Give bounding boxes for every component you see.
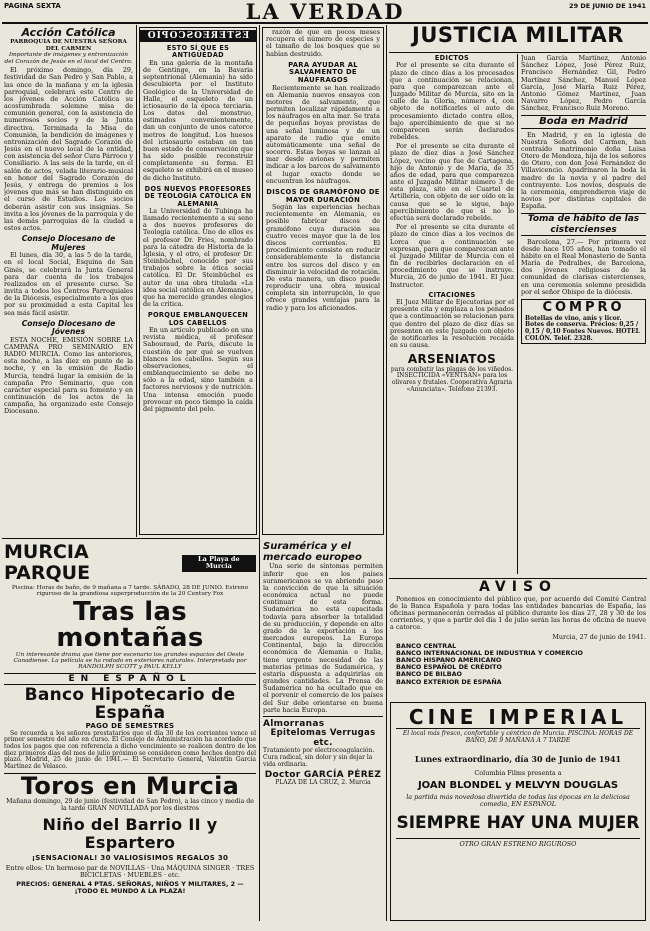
aviso-signature: Murcia, 27 de junio de 1941.	[552, 632, 646, 641]
bank-item: BANCO ESPAÑOL DE CRÉDITO	[396, 663, 502, 672]
bank-item: BANCO HISPANO AMERICANO	[396, 656, 502, 665]
cine-title: CINE IMPERIAL	[396, 706, 640, 729]
profesores-body: La Universidad de Tubinga ha llamado recientemente a su seno a dos nuevos profesores de Teología católica. Uno de ellos es el profesor Dr. Fries, nombrado para la cátedra de Historia de la Iglesia, y el otro, el profesor Dr. Steinbüchel, conocido por sus trabajos sobre la ética social católica. El Dr. Steinbüchel es autor de una obra titulada «La idea social católica en Alemania», que ha merecido grandes elogios de la crítica.	[143, 206, 253, 309]
piscina-info: Piscina: Horas de baño, de 9 mañana a 7 tarde. SÁBADO, 28 DE JUNIO. Estreno riguroso de la grandiosa superproducción de la 20 Century Fox	[11, 584, 249, 598]
compro-ad	[521, 299, 646, 344]
estereoscopio-banner: ESTEREOSCOPIO	[140, 30, 256, 42]
accion-body: El próximo domingo, día 29, festividad de San Pedro y San Pablo, a las once de la mañana y en la iglesia parroquial, celebrará este Centro de los jóvenes de Acción Católica su acostumbrada solemne misa de comunión general, con la asistencia de numerosos socios y de la Junta directiva. Terminada la Misa de Comunión, la bendición de imágenes y entronización del Sagrado Corazón de Jesús en el nuevo local de la entidad, con asistencia del señor Cura Párroco y Consiliario. A las seis de la tarde, en el salón de actos, velada literario-musical en honor del Sagrado Corazón de Jesús, y entrega de premios a los jóvenes que más se han distinguido en el curso de Estudios. Los socios deberán asistir con sus insignias. Se invita a los jóvenes de la parroquia y de las demás parroquias de la ciudad a estos actos.	[4, 66, 133, 233]
suramerica-body: Una serie de síntomas permiten inferir que en los países suramericanos se va abriendo paso la convicción de que la situación económica actual no puede continuar de esta forma. Sudamérica no está capacitada todavía para absorber la totalidad de su producción, y depende en alto grado de la exportación a los mercados europeos. La Europa Continental, bajo la dirección económica de Alemania e Italia, tiene urgente necesidad de las materias primas de Sudamérica, y estaría dispuesta a adquirirlas en grandes cantidades. La Prensa de Sudamérica no ha ocultado que en el porvenir el comercio de los países del Sur debe orientarse en buena parte hacia Europa.	[263, 562, 383, 714]
murcia-parque-header	[4, 542, 256, 585]
toros-precios: PRECIOS: GENERAL 4 PTAS. SEÑORAS, NIÑOS Y MILITARES, 2 — ¡TODO EL MUNDO A LA PLAZA!	[16, 879, 244, 896]
bank-item: BANCO EXTERIOR DE ESPAÑA	[396, 677, 502, 686]
bank-item: BANCO INTERNACIONAL DE INDUSTRIA Y COMERCIO	[396, 648, 583, 657]
cabellos-body: En un artículo publicado en una revista médica, el profesor Sabouraud, de París, discute la cuestión de por qué se vuelven blancos los cabellos. Según sus observaciones, el emblanquecimiento se debe no sólo a la edad, sino también a factores nerviosos y de nutrición. Una intensa emoción puede provocar en poco tiempo la caída del pigmento del pelo.	[143, 326, 253, 413]
page-label: PAGINA SEXTA	[4, 3, 61, 10]
names-list: Juan García Martínez, Antonio Sánchez López, José Pérez Ruiz, Francisco Hernández Gil, Pedro Martínez Sánchez, Manuel López García, José María Ruiz Pérez, Antonio Gómez Martínez, Juan Navarro López, Pedro García Sánchez, Francisco Ruiz Moreno.	[521, 55, 646, 113]
column-divider	[136, 25, 137, 537]
almorranas-subtitle: Epitelomas Verrugas etc.	[270, 728, 376, 748]
arseniatos-body: para combatir las plagas de los viñedos. INSECTICIDA «VENTSAN» para los olivares y frutales. Cooperativa Agraria «Anunciata». Teléfono 21393.	[390, 365, 514, 393]
parish-heading: PARROQUIA DE NUESTRA SEÑORA DEL CARMEN	[10, 39, 127, 52]
accion-catolica-title: Acción Católica	[21, 27, 116, 39]
boda-title: Boda en Madrid	[539, 116, 628, 128]
aviso-body: Ponemos en conocimiento del público que, por acuerdo del Comité Central de la Banca Española y para todas las entidades bancarias de España, las oficinas permanecerán cerradas al público durante los días 27, 28 y 30 de los corrientes, y que a partir del día 1 de julio serán las horas de oficina de nueve a catorce.	[390, 594, 646, 632]
bank-item: BANCO CENTRAL	[396, 641, 457, 650]
column-1	[4, 27, 133, 535]
toros-regalos: Entre ellos: Un hermoso par de NOVILLAS · Una MÁQUINA SINGER · TRES BICICLETAS · MUEBLES · etc.	[5, 863, 255, 879]
section-rule	[2, 538, 259, 539]
suramerica-title: Suramérica y el mercado europeo	[263, 541, 362, 564]
arseniatos-title: ARSENIATOS	[407, 352, 497, 367]
bottom-ads	[4, 542, 256, 921]
edictos-heading: EDICTOS	[434, 55, 470, 62]
aviso-title: AVISO	[479, 580, 557, 595]
cine-imperial-ad	[390, 702, 646, 921]
aviso-notice	[390, 580, 646, 698]
right-column	[521, 55, 646, 575]
toma-title: Toma de hábito de las cistercienses	[527, 214, 640, 235]
banco-subtitle: PAGO DE SEMESTRES	[85, 721, 175, 730]
antiguedad-body: En una galería de la montaña de Gentinge, en la Bavaria septentrional (Alemania) ha sido descubierta por el Instituto Geológico de la Universidad de Halle, el esqueleto de un ictiosaurio de la época terciaria. Los datos del monstruo, estimados convenientemente, dan un conjunto de unos catorce metros de longitud. Los huesos del ictiosaurio estaban en tan buen estado de conservación que ha sido posible reconstruir completamente su forma. El esqueleto se exhibirá en el museo de dicho Instituto.	[143, 58, 253, 182]
almorranas-ad	[263, 716, 383, 787]
cine-description: la partida más novedosa divertida de todas las épocas en la deliciosa comedia, EN ESPAÑOL	[406, 793, 630, 809]
section-rule	[389, 52, 647, 53]
citaciones-heading: CITACIONES	[428, 290, 476, 299]
consejo-mujeres-body: El lunes, día 30, a las 5 de la tarde, en el local Social, Esquina de San Ginés, se celebrará la Junta General para dar cuenta de los trabajos realizados en el presente curso. Se invita a todos los Centros Parroquiales de la Diócesis, especialmente a los que por su proximidad a esta Capital les sea más fácil asistir.	[4, 251, 133, 317]
masthead: LA VERDAD	[245, 0, 405, 22]
edicto-2: Por el presente se cita durante el plazo de diez días a José Sánchez López, vecino que fue de Cartagena, hijo de Antonio y de María, de 35 años de edad, para que comparezca ante el Juzgado Militar número 3 de esta plaza, sito en el Cuartel de Artillería, con objeto de ser oído en la causa que se le sigue, bajo apercibimiento de que si no lo efectúa será declarado rebelde.	[390, 142, 514, 222]
justicia-militar-title: JUSTICIA MILITAR	[412, 24, 624, 47]
cine-stars: JOAN BLONDEL y MELVYN DOUGLAS	[417, 779, 619, 791]
estereoscopio-box	[139, 27, 257, 535]
edictos-column	[390, 55, 514, 575]
toros-sensacional: ¡SENSACIONAL! 30 VALIOSÍSIMOS REGALOS 30	[31, 853, 229, 862]
cabellos-title: PORQUE EMBLANQUECEN LOS CABELLOS	[147, 311, 249, 327]
boda-body: En Madrid, y en la iglesia de Nuestra Señora del Carmen, han contraído matrimonio doña Luisa Otero de Mendoza, hija de los señores de Otero, con don José Fernández de Villavicencio. Apadrinaron la boda la madre de la novia y el padre del contrayente. Los novios, después de la ceremonia, emprendieron viaje de novios por distintas capitales de España.	[521, 130, 646, 211]
antiguedad-title: ESTO SÍ QUE ES ANTIGÜEDAD	[166, 44, 230, 60]
cine-date: Lunes extraordinario, día 30 de Junio de 1941	[414, 753, 622, 764]
column-divider	[386, 25, 387, 921]
cine-footer: OTRO GRAN ESTRENO RIGUROSO	[396, 838, 640, 848]
compro-title: COMPRO	[542, 299, 625, 315]
film-description: Un interesante drama que tiene por escenario los grandes espacios del Oeste Canadiense. La película se ha rodado en exteriores naturales. Interpretada por RANDOLPH SCOTT y PAUL KELLY	[13, 651, 247, 671]
section-rule	[389, 578, 647, 579]
banco-body: Se recuerda a los señores prestatarios que el día 30 de los corrientes vence el primer semestre del año en curso. El Consejo de Administración ha acordado que todos los pagos que con referencia a dicho vencimiento se realicen dentro de los diez primeros días del mes de julio próximo se consideren como hechos dentro del plazo. Madrid, 25 de junio de 1941.— El Secretario General, Valentín García Martínez de Velasco.	[4, 729, 256, 771]
estereoscopio-box-continued	[262, 27, 384, 535]
consejo-jovenes-body: ESTA NOCHE, EMISIÓN SOBRE LA CAMPAÑA PRO SEMINARIO EN RADIO MURCIA. Como las anteriores, esta noche, a las diez en punto de la noche, y en la emisión de Radio Murcia, tendrá lugar la emisión de la campaña Pro Seminario, que con carácter especial para su fomento y en continuación de los actos de la campaña, ha organizado este Consejo Diocesano.	[4, 335, 133, 416]
en-espanol-banner: EN ESPAÑOL	[4, 673, 256, 685]
column-divider	[259, 25, 260, 921]
suramerica-article	[263, 541, 383, 921]
toros-title: Toros en Murcia	[20, 771, 240, 800]
toros-date: Mañana domingo, 29 de junio (festividad de San Pedro), a las cinco y media de la tarde GRAN NOVILLADA por los diestros	[6, 798, 254, 812]
almorranas-title: Almorranas	[263, 718, 325, 729]
compro-body: Botellas de vino, anís y licor. Botes de conserva. Precios: 0,25 / 0,15 / 0,10 Fontes Nuevos. HOTEL COLÓN. Teléf. 2328.	[525, 314, 640, 342]
bank-list	[390, 643, 646, 686]
almorranas-address: PLAZA DE LA CRUZ, 2. Murcia	[275, 779, 371, 787]
discos-title: DISCOS DE GRAMÓFONO DE MAYOR DURACIÓN	[266, 187, 380, 204]
edicto-1: Por el presente se cita durante el plazo de cinco días a los procesados que a continuación se relacionan, para que comparezcan ante el Juzgado Militar de Murcia, sito en la calle de la Gloria, número 4, con objeto de notificarles el auto de procesamiento dictado contra ellos, bajo apercibimiento de que si no comparecen serán declarados rebeldes.	[390, 61, 514, 142]
profesores-title: DOS NUEVOS PROFESORES DE TEOLOGÍA CATÓLICA EN ALEMANIA	[144, 184, 252, 208]
toma-body: Barcelona, 27.— Por primera vez desde hace 105 años, han tomado el hábito en el Real Monasterio de Santa María de Pedralbes, de Barcelona, dos jóvenes religiosas de la comunidad de clarisas cistercienses, en una ceremonia solemne presidida por el señor Obispo de la diócesis.	[521, 237, 646, 296]
banco-hipotecario-title: Banco Hipotecario de España	[24, 685, 236, 723]
issue-date: 29 DE JUNIO DE 1941	[569, 3, 646, 10]
naufragos-body: Recientemente se han realizado en Alemania nuevos ensayos con motores de salvamento, que permiten localizar rápidamente a los náufragos en alta mar. Se trata de pequeñas boyas provistas de una señal luminosa y de un aparato de radio que emite automáticamente una señal de socorro. Estas boyas se lanzan al mar desde aviones y permiten indicar a los barcos de salvamento el lugar exacto donde se encuentran los náufragos.	[266, 83, 380, 185]
almorranas-body: Tratamiento por electrocoagulación. Cura radical, sin dolor y sin dejar la vida ordinaria.	[263, 747, 375, 768]
consejo-jovenes-title: Consejo Diocesano de Jóvenes	[21, 318, 116, 337]
murcia-parque-title: MURCIA PARQUE	[4, 542, 91, 585]
discos-body: Según las experiencias hechas recientemente en Alemania, es posible fabricar discos de gramófono cuya duración sea cuatro veces mayor que la de los discos corrientes. El procedimiento consiste en reducir considerablemente la distancia entre los surcos del disco y en disminuir la velocidad de rotación. De esta manera, un disco puede reproducir una obra musical completa sin interrupción, lo que ofrece grandes ventajas para la radio y para los aficionados.	[266, 203, 380, 312]
continued-body: razón de que en pocos meses recupera el número de especies y el tamaño de los bosques que se habían destruido.	[266, 28, 380, 58]
parish-subheading: Importante de imágenes y entronización del Corazón de Jesús en el local del Centro.	[4, 52, 133, 65]
film-title: Tras las montañas	[56, 596, 204, 653]
boda-box	[521, 115, 646, 128]
murcia-parque-tag: La Playa de Murcia	[182, 555, 256, 572]
consejo-mujeres-title: Consejo Diocesano de Mujeres	[21, 234, 116, 252]
edicto-3: Por el presente se cita durante el plazo de cinco días a los vecinos de Lorca que a continuación se expresan, para que comparezcan ante el Juzgado Militar de Murcia con el fin de recibirles declaración en el procedimiento que se instruye. Murcia, 26 de junio de 1941. El Juez Instructor.	[390, 223, 514, 289]
bank-item: BANCO DE BILBAO	[396, 670, 462, 679]
cine-subtitle: El local más fresco, confortable y céntrico de Murcia. PISCINA: HORAS DE BAÑO, DE 9 MAÑANA A 7 TARDE	[402, 730, 634, 745]
citaciones-body: El Juez Militar de Ejecutorias por el presente cita y emplaza a los penados que a continuación se relacionan para que dentro del plazo de diez días se presenten en este Juzgado con objeto de notificarles la resolución recaída en su causa.	[390, 298, 514, 350]
naufragos-title: PARA AYUDAR AL SALVAMENTO DE NÁUFRAGOS	[288, 60, 358, 84]
toros-names: Niño del Barrio II y Espartero	[42, 814, 218, 852]
column-divider	[517, 54, 518, 574]
toma-box	[521, 213, 646, 235]
cine-presents: Columbia Films presenta a	[474, 768, 562, 777]
cine-film-title: SIEMPRE HAY UNA MUJER	[396, 813, 640, 834]
almorranas-doctor: Doctor GARCÍA PÉREZ	[264, 770, 382, 781]
